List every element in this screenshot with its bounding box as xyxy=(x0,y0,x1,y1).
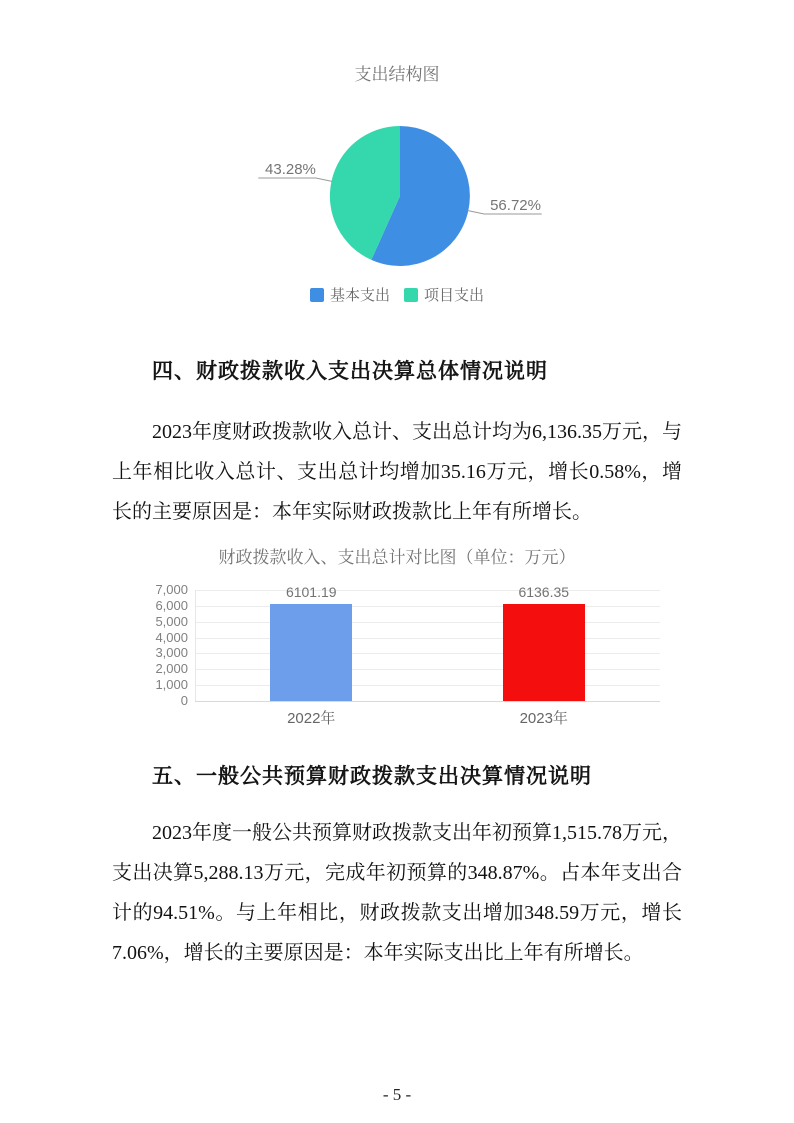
pie-chart-title: 支出结构图 xyxy=(354,65,440,84)
pie-legend xyxy=(0,284,794,305)
gridline xyxy=(195,701,660,702)
x-axis-category-label: 2022年 xyxy=(287,710,336,727)
section-four-heading: 四、财政拨款收入支出决算总体情况说明 xyxy=(152,360,548,383)
pie-percent-label-1: 43.28% xyxy=(265,161,316,178)
gridline xyxy=(195,638,660,639)
legend-label: 基本支出 xyxy=(329,287,390,304)
bar-2022年 xyxy=(270,604,352,701)
legend-swatch-icon xyxy=(310,288,324,302)
legend-swatch-icon xyxy=(404,288,418,302)
pie-chart xyxy=(197,111,603,281)
gridline xyxy=(195,653,660,654)
legend-item-0 xyxy=(310,284,390,305)
pie-percent-label-0: 56.72% xyxy=(490,197,541,214)
x-axis-category-label: 2023年 xyxy=(519,710,568,727)
gridline xyxy=(195,606,660,607)
section-five-heading: 五、一般公共预算财政拨款支出决算情况说明 xyxy=(152,765,592,788)
pie-leader-line-1 xyxy=(258,178,332,182)
y-axis-line xyxy=(195,590,196,701)
y-axis-tick-label: 2,000 xyxy=(155,661,188,677)
y-axis-tick-label: 3,000 xyxy=(155,645,188,661)
bar-chart xyxy=(140,583,665,733)
section-five-paragraph: 2023年度一般公共预算财政拨款支出年初预算1,515.78万元，支出决算5,288.13万元，完成年初预算的348.87%。占本年支出合计的94.51%。与上年相比，财政拨款支出增加348.59万元，增长7.06%，增长的主要原因是：本年实际支出比上年有所增长。 xyxy=(112,822,682,964)
bar-chart-title: 财政拨款收入、支出总计对比图（单位：万元） xyxy=(218,548,576,567)
gridline xyxy=(195,669,660,670)
gridline xyxy=(195,622,660,623)
y-axis-tick-label: 4,000 xyxy=(155,629,188,645)
legend-label: 项目支出 xyxy=(424,287,485,304)
bar-2023年 xyxy=(503,604,585,701)
page-number: - 5 - xyxy=(382,1085,412,1104)
bar-value-label: 6101.19 xyxy=(285,584,337,601)
legend-item-1 xyxy=(404,284,484,305)
y-axis-tick-label: 5,000 xyxy=(155,613,188,629)
y-axis-tick-label: 0 xyxy=(180,693,188,708)
gridline xyxy=(195,685,660,686)
y-axis-tick-label: 1,000 xyxy=(155,677,188,693)
y-axis-tick-label: 7,000 xyxy=(155,582,188,597)
section-four-paragraph: 2023年度财政拨款收入总计、支出总计均为6,136.35万元，与上年相比收入总计、支出总计均增加35.16万元，增长0.58%，增长的主要原因是：本年实际财政拨款比上年有所增长。 xyxy=(112,421,682,523)
y-axis-tick-label: 6,000 xyxy=(155,597,188,613)
bar-value-label: 6136.35 xyxy=(518,583,570,600)
